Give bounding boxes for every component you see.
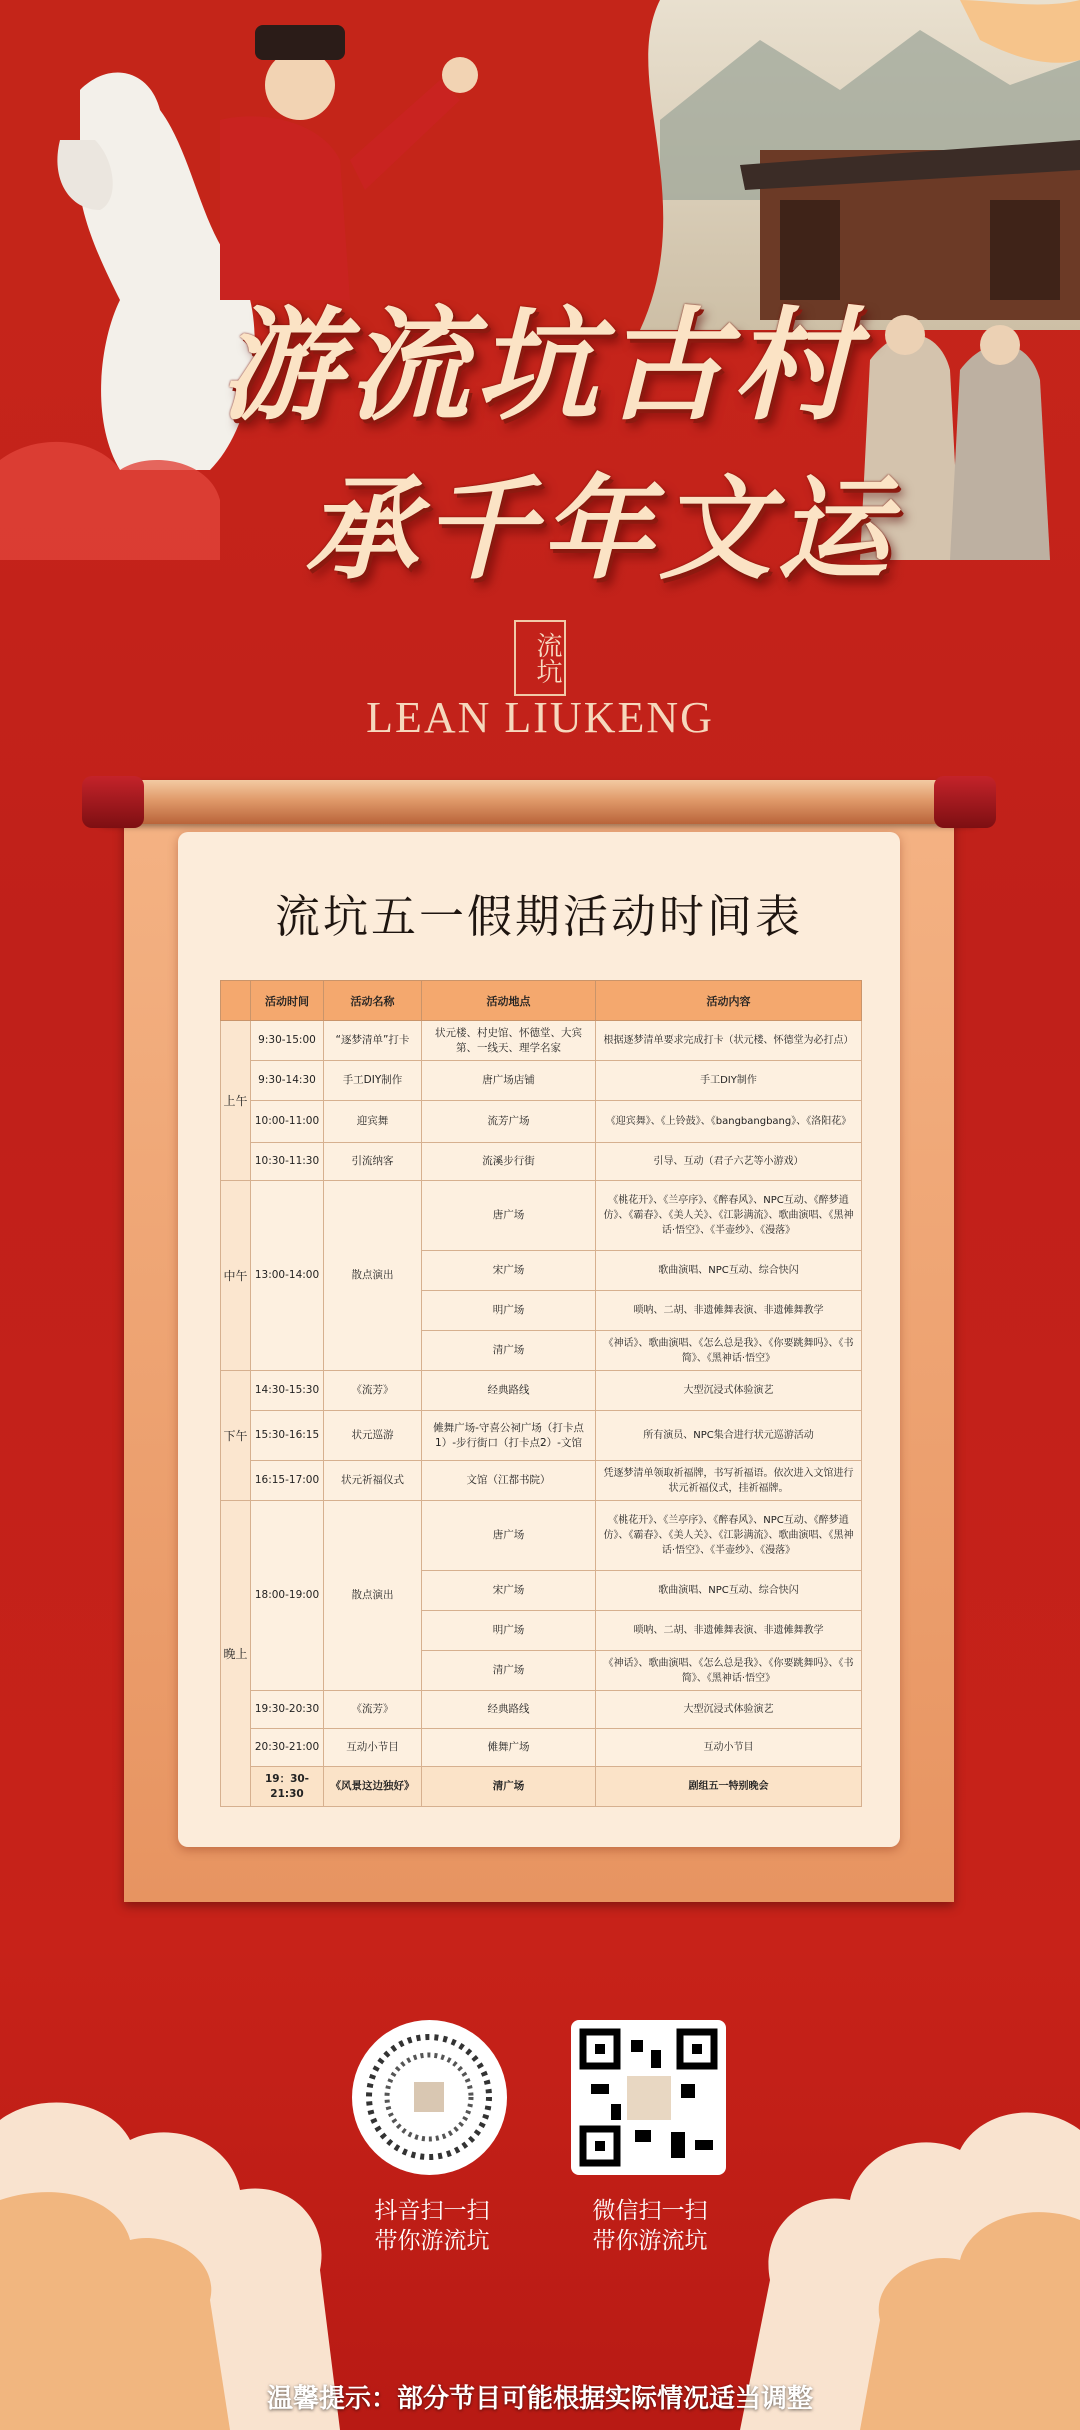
cell-name: 手工DIY制作 bbox=[324, 1061, 422, 1101]
cell-content: 唢呐、二胡、非遗傩舞表演、非遗傩舞教学 bbox=[596, 1291, 862, 1331]
cell-content: 《桃花开》、《兰亭序》、《醉春风》、NPC互动、《醉梦逍仿》、《霸春》、《美人关》、《江影满流》、歌曲演唱、《黑神话·悟空》、《半壶纱》、《漫落》 bbox=[596, 1181, 862, 1251]
cell-name: 引流纳客 bbox=[324, 1143, 422, 1181]
cell-name: “逐梦清单”打卡 bbox=[324, 1021, 422, 1061]
cell-content: 《迎宾舞》、《上铃鼓》、《bangbangbang》、《洛阳花》 bbox=[596, 1101, 862, 1143]
cell-time: 14:30-15:30 bbox=[251, 1371, 324, 1411]
cell-content: 《神话》、歌曲演唱、《怎么总是我》、《你要跳舞吗》、《书简》、《黑神话·悟空》 bbox=[596, 1651, 862, 1691]
table-row bbox=[221, 1021, 862, 1061]
cell-time: 19:30-20:30 bbox=[251, 1691, 324, 1729]
wechat-label bbox=[540, 2196, 760, 2256]
cell-place: 文馆（江都书院） bbox=[422, 1461, 596, 1501]
cell-time: 20:30-21:00 bbox=[251, 1729, 324, 1767]
qr-icon bbox=[352, 2020, 507, 2175]
cell-place: 傩舞广场 bbox=[422, 1729, 596, 1767]
wechat-qr-code[interactable] bbox=[571, 2020, 726, 2175]
cell-time: 13:00-14:00 bbox=[251, 1181, 324, 1371]
cell-name: 《风景这边独好》 bbox=[324, 1767, 422, 1807]
cell-place: 傩舞广场-守喜公祠广场（打卡点1）-步行街口（打卡点2）-文馆 bbox=[422, 1411, 596, 1461]
cell-time: 15:30-16:15 bbox=[251, 1411, 324, 1461]
table-row bbox=[221, 1501, 862, 1571]
cell-name: 状元祈福仪式 bbox=[324, 1461, 422, 1501]
cell-name: 散点演出 bbox=[324, 1181, 422, 1371]
table-row bbox=[221, 1061, 862, 1101]
notice-text: 温馨提示：部分节目可能根据实际情况适当调整 bbox=[266, 2384, 813, 2414]
cell-name: 《流芳》 bbox=[324, 1371, 422, 1411]
cell-place: 唐广场店铺 bbox=[422, 1061, 596, 1101]
period-noon: 中午 bbox=[221, 1181, 251, 1371]
wechat-label-line1: 微信扫一扫 bbox=[592, 2198, 708, 2224]
cell-time: 18:00-19:00 bbox=[251, 1501, 324, 1691]
cell-place: 宋广场 bbox=[422, 1571, 596, 1611]
brand-name: LEAN LIUKENG bbox=[366, 693, 714, 742]
cell-time: 16:15-17:00 bbox=[251, 1461, 324, 1501]
table-row bbox=[221, 1461, 862, 1501]
douyin-label-line1: 抖音扫一扫 bbox=[374, 2198, 490, 2224]
cell-content: 大型沉浸式体验演艺 bbox=[596, 1371, 862, 1411]
cell-place: 经典路线 bbox=[422, 1371, 596, 1411]
cell-content: 唢呐、二胡、非遗傩舞表演、非遗傩舞教学 bbox=[596, 1611, 862, 1651]
cell-time: 19：30-21:30 bbox=[251, 1767, 324, 1807]
cell-content: 互动小节目 bbox=[596, 1729, 862, 1767]
cell-content: 根据逐梦清单要求完成打卡（状元楼、怀德堂为必打点） bbox=[596, 1021, 862, 1061]
cell-content: 大型沉浸式体验演艺 bbox=[596, 1691, 862, 1729]
table-row bbox=[221, 1101, 862, 1143]
cell-content: 歌曲演唱、NPC互动、综合快闪 bbox=[596, 1571, 862, 1611]
period-afternoon: 下午 bbox=[221, 1371, 251, 1501]
cell-place: 明广场 bbox=[422, 1291, 596, 1331]
cell-content: 剧组五一特别晚会 bbox=[596, 1767, 862, 1807]
header-content: 活动内容 bbox=[596, 981, 862, 1021]
header-place: 活动地点 bbox=[422, 981, 596, 1021]
table-row bbox=[221, 1729, 862, 1767]
period-morning: 上午 bbox=[221, 1021, 251, 1181]
cell-place: 状元楼、村史馆、怀德堂、大宾第、一线天、理学名家 bbox=[422, 1021, 596, 1061]
douyin-qr-code[interactable] bbox=[352, 2020, 507, 2175]
cell-content: 手工DIY制作 bbox=[596, 1061, 862, 1101]
cell-place: 唐广场 bbox=[422, 1181, 596, 1251]
schedule-title: 流坑五一假期活动时间表 bbox=[274, 890, 803, 943]
qr-icon bbox=[571, 2020, 726, 2175]
douyin-label-line2: 带你游流坑 bbox=[374, 2228, 490, 2254]
schedule-table bbox=[220, 980, 862, 1807]
cell-place: 流芳广场 bbox=[422, 1101, 596, 1143]
cell-content: 引导、互动（君子六艺等小游戏） bbox=[596, 1143, 862, 1181]
cell-content: 凭逐梦清单领取祈福牌，书写祈福语。依次进入文馆进行状元祈福仪式，挂祈福牌。 bbox=[596, 1461, 862, 1501]
table-row bbox=[221, 1143, 862, 1181]
cell-name: 散点演出 bbox=[324, 1501, 422, 1691]
cell-place: 清广场 bbox=[422, 1767, 596, 1807]
cell-place: 清广场 bbox=[422, 1651, 596, 1691]
main-title-line2: 承千年文运 bbox=[305, 464, 895, 595]
wechat-label-line2: 带你游流坑 bbox=[592, 2228, 708, 2254]
cell-content: 歌曲演唱、NPC互动、综合快闪 bbox=[596, 1251, 862, 1291]
cell-place: 宋广场 bbox=[422, 1251, 596, 1291]
main-title-line1: 游流坑古村 bbox=[220, 293, 860, 437]
cell-place: 清广场 bbox=[422, 1331, 596, 1371]
table-row bbox=[221, 1691, 862, 1729]
cell-content: 所有演员、NPC集合进行状元巡游活动 bbox=[596, 1411, 862, 1461]
cell-name: 互动小节目 bbox=[324, 1729, 422, 1767]
header-time: 活动时间 bbox=[251, 981, 324, 1021]
scroll-rod bbox=[88, 780, 990, 824]
table-row bbox=[221, 1767, 862, 1807]
rider-face bbox=[265, 50, 335, 120]
cell-place: 流溪步行街 bbox=[422, 1143, 596, 1181]
period-evening: 晚上 bbox=[221, 1501, 251, 1807]
cell-time: 9:30-14:30 bbox=[251, 1061, 324, 1101]
header-corner bbox=[221, 981, 251, 1021]
cell-content: 《神话》、歌曲演唱、《怎么总是我》、《你要跳舞吗》、《书简》、《黑神话·悟空》 bbox=[596, 1331, 862, 1371]
table-header-row bbox=[221, 981, 862, 1021]
cell-time: 9:30-15:00 bbox=[251, 1021, 324, 1061]
cell-name: 状元巡游 bbox=[324, 1411, 422, 1461]
table-row bbox=[221, 1181, 862, 1251]
cell-place: 唐广场 bbox=[422, 1501, 596, 1571]
douyin-label bbox=[322, 2196, 542, 2256]
cell-place: 明广场 bbox=[422, 1611, 596, 1651]
cell-place: 经典路线 bbox=[422, 1691, 596, 1729]
seal-stamp: 流坑 bbox=[514, 620, 566, 696]
cell-content: 《桃花开》、《兰亭序》、《醉春风》、NPC互动、《醉梦逍仿》、《霸春》、《美人关》、《江影满流》、歌曲演唱、《黑神话·悟空》、《半壶纱》、《漫落》 bbox=[596, 1501, 862, 1571]
cell-name: 《流芳》 bbox=[324, 1691, 422, 1729]
table-row bbox=[221, 1411, 862, 1461]
header-name: 活动名称 bbox=[324, 981, 422, 1021]
cell-name: 迎宾舞 bbox=[324, 1101, 422, 1143]
table-row bbox=[221, 1371, 862, 1411]
cell-time: 10:00-11:00 bbox=[251, 1101, 324, 1143]
cell-time: 10:30-11:30 bbox=[251, 1143, 324, 1181]
